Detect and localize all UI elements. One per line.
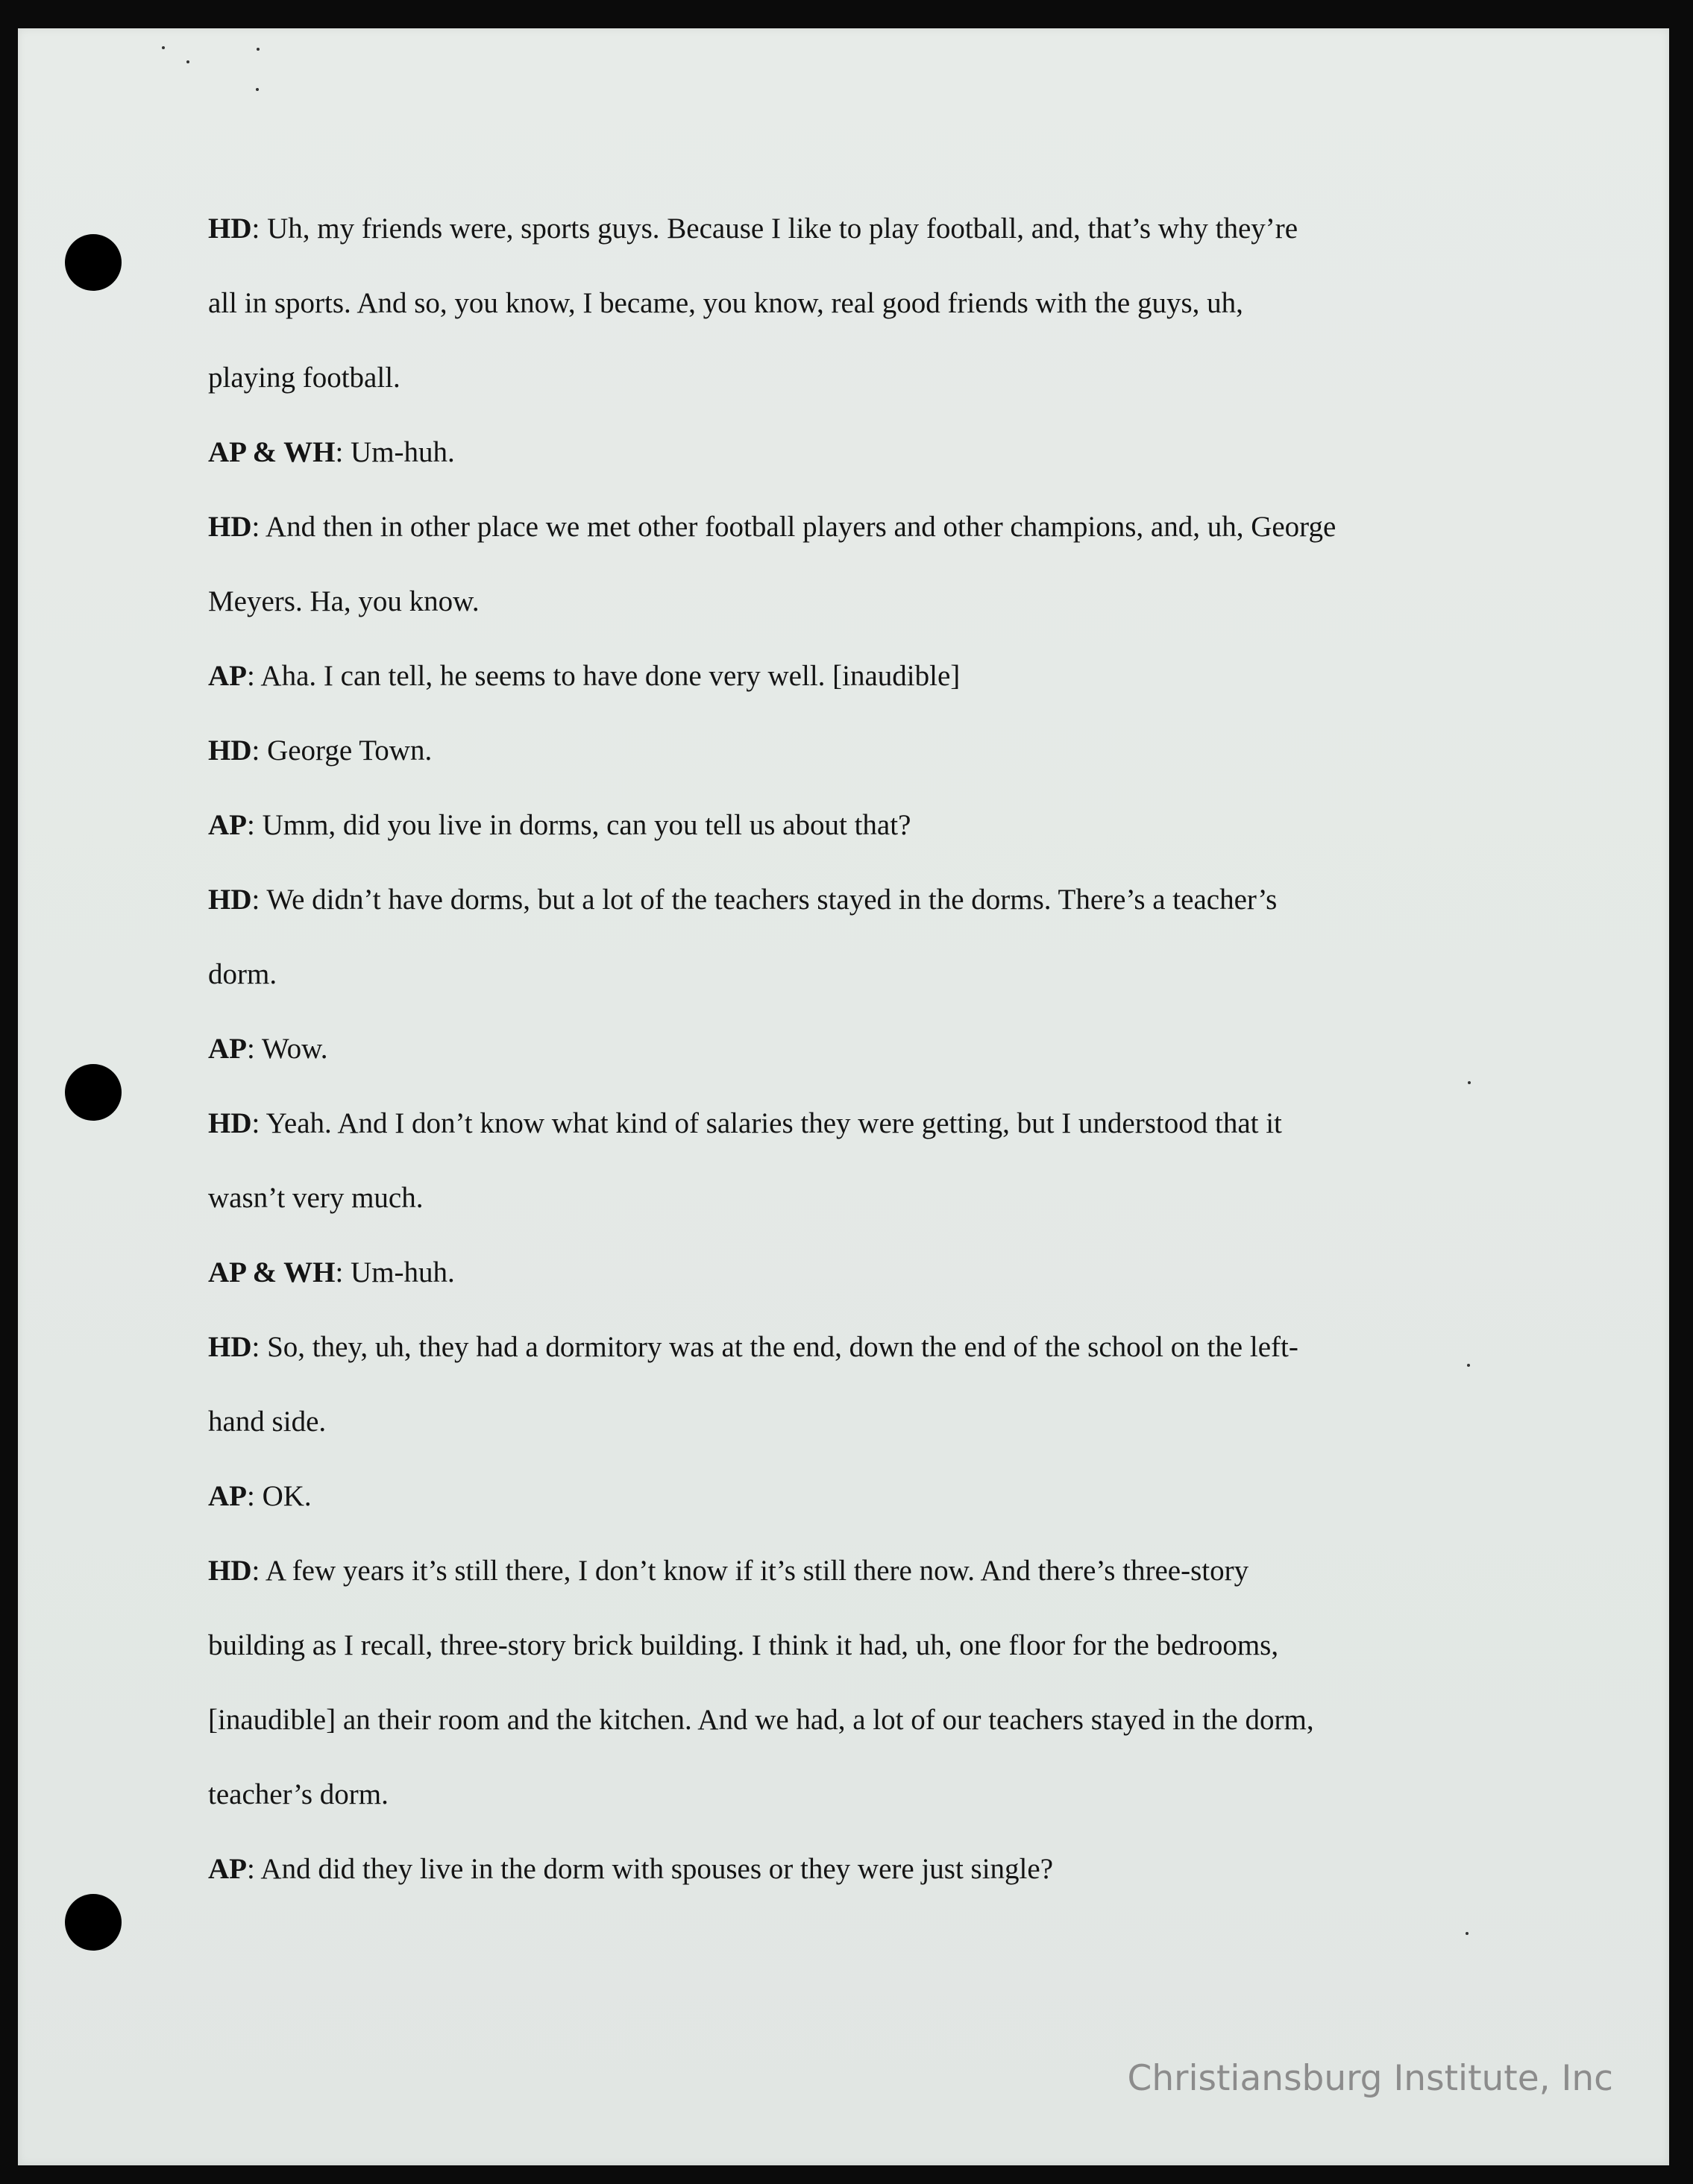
speaker-label: HD bbox=[208, 1555, 252, 1587]
transcript-line bbox=[208, 1329, 1491, 1404]
speaker-label: HD bbox=[208, 213, 252, 245]
speaker-label: AP & WH bbox=[208, 436, 336, 468]
line-text: all in sports. And so, you know, I became, you know, real good friends with the guys, uh, bbox=[208, 287, 1243, 319]
speaker-label: HD bbox=[208, 511, 252, 543]
transcript-line bbox=[208, 1777, 1491, 1851]
speaker-label: AP & WH bbox=[208, 1256, 336, 1288]
transcript-line bbox=[208, 658, 1491, 733]
transcript-line bbox=[208, 509, 1491, 584]
line-text: : George Town. bbox=[251, 734, 433, 767]
line-text: : And did they live in the dorm with spouses or they were just single? bbox=[247, 1853, 1054, 1885]
transcript-line bbox=[208, 808, 1491, 882]
line-text: Meyers. Ha, you know. bbox=[208, 585, 480, 617]
line-text: : Um-huh. bbox=[335, 1256, 455, 1288]
transcript-line bbox=[208, 435, 1491, 509]
punch-hole-bottom bbox=[65, 1894, 122, 1951]
transcript-line bbox=[208, 1255, 1491, 1329]
line-text: [inaudible] an their room and the kitchen. And we had, a lot of our teachers stayed in the dorm, bbox=[208, 1704, 1314, 1736]
transcript-line bbox=[208, 733, 1491, 808]
paper-speck bbox=[1466, 1932, 1469, 1935]
transcript-line bbox=[208, 957, 1491, 1031]
line-text: : OK. bbox=[247, 1480, 312, 1512]
transcript-line bbox=[208, 584, 1491, 658]
line-text: : Um-huh. bbox=[335, 436, 455, 468]
speaker-label: HD bbox=[208, 884, 252, 916]
line-text: dorm. bbox=[208, 958, 277, 990]
line-text: playing football. bbox=[208, 362, 401, 394]
punch-hole-top bbox=[65, 234, 122, 291]
line-text: : Yeah. And I don’t know what kind of salaries they were getting, but I understood that it bbox=[251, 1107, 1282, 1139]
transcript-line bbox=[208, 1553, 1491, 1628]
transcript-line bbox=[208, 1479, 1491, 1553]
speaker-label: HD bbox=[208, 1331, 252, 1363]
speaker-label: HD bbox=[208, 1107, 252, 1139]
line-text: teacher’s dorm. bbox=[208, 1778, 389, 1810]
line-text: : We didn’t have dorms, but a lot of the teachers stayed in the dorms. There’s a teacher’s bbox=[251, 884, 1278, 916]
transcript-line bbox=[208, 1702, 1491, 1777]
transcript-line bbox=[208, 1106, 1491, 1180]
speaker-label: AP bbox=[208, 660, 247, 692]
line-text: : So, they, uh, they had a dormitory was at the end, down the end of the school on the left- bbox=[251, 1331, 1298, 1363]
punch-hole-middle bbox=[65, 1064, 122, 1121]
speaker-label: AP bbox=[208, 1480, 247, 1512]
line-text: wasn’t very much. bbox=[208, 1182, 424, 1214]
transcript-line bbox=[208, 360, 1491, 435]
paper-speck bbox=[257, 48, 260, 51]
transcript-line bbox=[208, 1851, 1491, 1926]
paper-speck bbox=[256, 88, 259, 91]
transcript-line bbox=[208, 1031, 1491, 1106]
paper-speck bbox=[162, 46, 165, 49]
watermark: Christiansburg Institute, Inc bbox=[1127, 2058, 1613, 2099]
line-text: : Wow. bbox=[247, 1033, 328, 1065]
line-text: : Umm, did you live in dorms, can you tell us about that? bbox=[247, 809, 911, 841]
transcript-line bbox=[208, 211, 1491, 286]
transcript-line bbox=[208, 882, 1491, 957]
speaker-label: AP bbox=[208, 1853, 247, 1885]
line-text: hand side. bbox=[208, 1406, 327, 1438]
paper-speck bbox=[186, 60, 189, 63]
transcript-body bbox=[208, 211, 1491, 1926]
speaker-label: HD bbox=[208, 734, 252, 767]
transcript-line bbox=[208, 286, 1491, 360]
transcript-line bbox=[208, 1180, 1491, 1255]
transcript-line bbox=[208, 1404, 1491, 1479]
line-text: : A few years it’s still there, I don’t know if it’s still there now. And there’s three-story bbox=[251, 1555, 1249, 1587]
line-text: : Aha. I can tell, he seems to have done very well. [inaudible] bbox=[247, 660, 961, 692]
line-text: : And then in other place we met other football players and other champions, and, uh, George bbox=[251, 511, 1337, 543]
speaker-label: AP bbox=[208, 1033, 247, 1065]
line-text: building as I recall, three-story brick building. I think it had, uh, one floor for the bedrooms, bbox=[208, 1629, 1279, 1661]
transcript-line bbox=[208, 1628, 1491, 1702]
speaker-label: AP bbox=[208, 809, 247, 841]
line-text: : Uh, my friends were, sports guys. Because I like to play football, and, that’s why they’re bbox=[251, 213, 1298, 245]
